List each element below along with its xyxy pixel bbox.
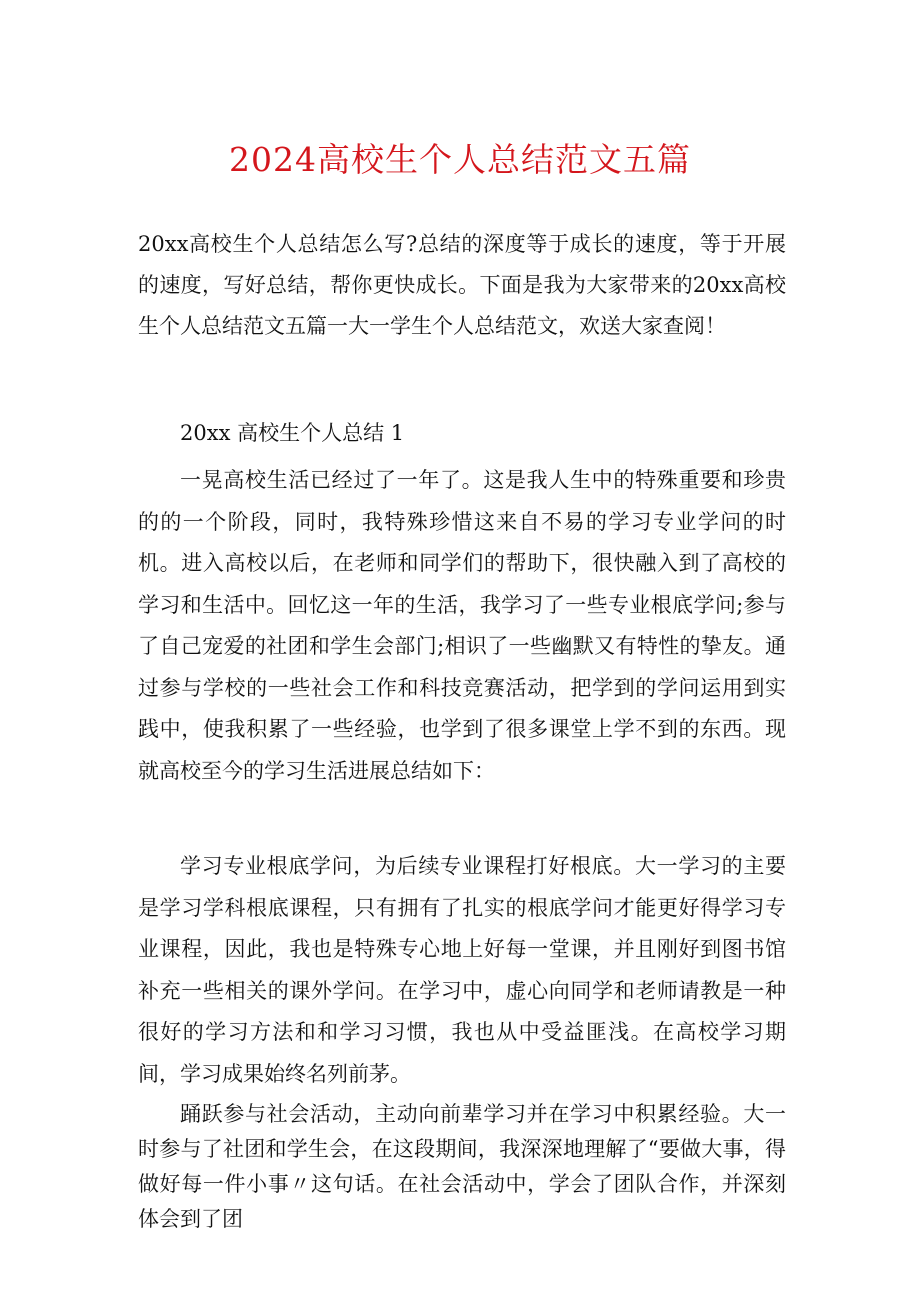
intro-paragraph: 20xx高校生个人总结怎么写?总结的深度等于成长的速度，等于开展的速度，写好总结，帮你更快成长。下面是我为大家带来的20xx高校生个人总结范文五篇一大一学生个人总结范文，欢送大家查阅！ <box>138 232 786 338</box>
body-paragraph-1: 一晃高校生活已经过了一年了。这是我人生中的特殊重要和珍贵的的一个阶段，同时，我特殊珍惜这来自不易的学习专业学问的时机。进入高校以后，在老师和同学们的帮助下，很快融入到了高校的学习和生活中。回忆这一年的生活，我学习了一些专业根底学问;参与了自己宠爱的社团和学生会部门;相识了一些幽默又有特性的挚友。通过参与学校的一些社会工作和科技竞赛活动，把学到的学问运用到实践中，使我积累了一些经验，也学到了很多课堂上学不到的东西。现就高校至今的学习生活进展总结如下： <box>138 468 786 783</box>
body-paragraph-3: 踊跃参与社会活动，主动向前辈学习并在学习中积累经验。大一时参与了社团和学生会，在这段期间，我深深地理解了“要做大事，得做好每一件小事〃这句话。在社会活动中，学会了团队合作，并深刻体会到了团 <box>138 1102 786 1231</box>
section-heading: 20xx 高校生个人总结 1 <box>180 421 405 445</box>
document-title: 2024高校生个人总结范文五篇 <box>229 140 691 179</box>
body-paragraph-2: 学习专业根底学问，为后续专业课程打好根底。大一学习的主要是学习学科根底课程，只有拥有了扎实的根底学问才能更好得学习专业课程，因此，我也是特殊专心地上好每一堂课，并且刚好到图书馆补充一些相关的课外学问。在学习中，虚心向同学和老师请教是一种很好的学习方法和和学习习惯，我也从中受益匪浅。在高校学习期间，学习成果始终名列前茅。 <box>138 854 786 1086</box>
